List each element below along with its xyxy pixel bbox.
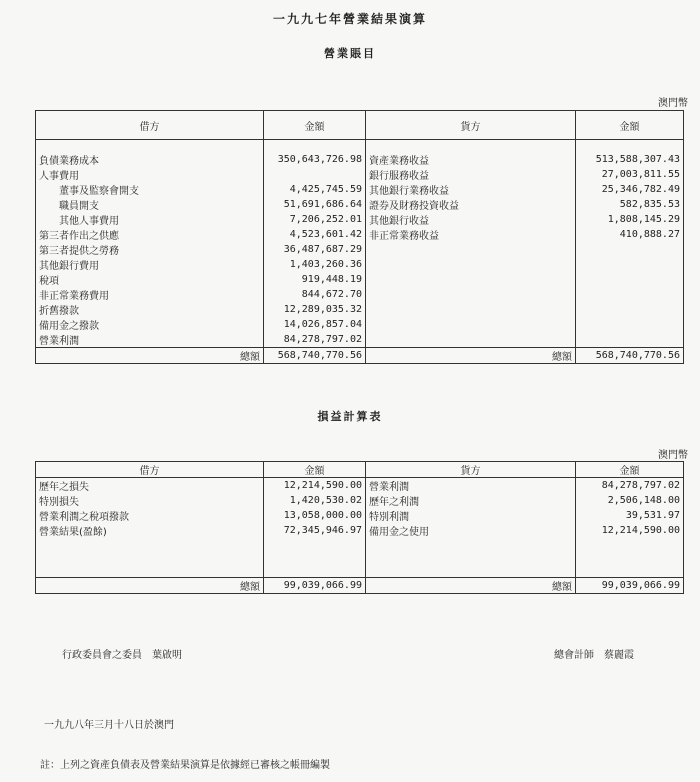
credit-amount xyxy=(576,287,684,302)
header-amount: 金額 xyxy=(264,111,366,140)
total-label: 總額 xyxy=(36,577,264,593)
date-place: 一九九八年三月十八日於澳門 xyxy=(44,720,174,731)
credit-label: 資產業務收益 xyxy=(369,155,429,167)
total-row xyxy=(36,347,684,363)
header-credit: 貨方 xyxy=(366,462,576,478)
header-amount: 金額 xyxy=(576,462,684,478)
spacer-cell xyxy=(576,140,684,152)
debit-amount: 36,487,687.29 xyxy=(264,242,366,257)
credit-total: 568,740,770.56 xyxy=(576,347,684,363)
debit-label: 營業利潤之稅項撥款 xyxy=(36,508,264,523)
credit-amount xyxy=(576,317,684,332)
credit-amount: 2,506,148.00 xyxy=(576,493,684,508)
credit-amount: 1,808,145.29 xyxy=(576,212,684,227)
blank-cell xyxy=(576,564,684,577)
credit-label: 營業利潤 xyxy=(369,482,409,493)
table-row xyxy=(36,508,684,523)
blank-row xyxy=(36,551,684,564)
debit-label: 備用金之撥款 xyxy=(36,317,264,332)
debit-total: 99,039,066.99 xyxy=(264,577,366,593)
debit-amount: 12,289,035.32 xyxy=(264,302,366,317)
credit-label xyxy=(366,272,576,287)
credit-amount: 513,588,307.43 xyxy=(576,152,684,167)
credit-amount xyxy=(576,332,684,348)
table-row xyxy=(36,182,684,197)
debit-label: 非正常業務費用 xyxy=(36,287,264,302)
debit-label: 第三者提供之勞務 xyxy=(36,242,264,257)
debit-amount: 1,420,530.02 xyxy=(264,493,366,508)
debit-label: 人事費用 xyxy=(36,167,264,182)
operating-account-table xyxy=(35,110,684,364)
header-debit: 借方 xyxy=(36,462,264,478)
blank-cell xyxy=(264,551,366,564)
credit-total: 99,039,066.99 xyxy=(576,577,684,593)
spacer-cell xyxy=(264,140,366,152)
total-label: 總額 xyxy=(36,347,264,363)
blank-cell xyxy=(264,564,366,577)
debit-amount: 7,206,252.01 xyxy=(264,212,366,227)
debit-total: 568,740,770.56 xyxy=(264,347,366,363)
debit-label: 第三者作出之供應 xyxy=(36,227,264,242)
debit-amount: 1,403,260.36 xyxy=(264,257,366,272)
blank-cell xyxy=(366,564,576,577)
section2-currency: 澳門幣 xyxy=(658,450,688,461)
credit-amount xyxy=(576,257,684,272)
total-row xyxy=(36,577,684,593)
debit-label: 營業結果(盈餘) xyxy=(36,523,264,538)
blank-row xyxy=(36,564,684,577)
table-header-row xyxy=(36,111,684,140)
footnote: 註：上列之資產負債表及營業結果演算是依據經已審核之帳冊編製 xyxy=(40,760,330,771)
header-debit: 借方 xyxy=(36,111,264,140)
debit-amount: 350,643,726.98 xyxy=(264,152,366,167)
committee-signature: 行政委員會之委員 葉啟明 xyxy=(62,650,182,661)
debit-amount: 12,214,590.00 xyxy=(264,478,366,494)
debit-amount: 919,448.19 xyxy=(264,272,366,287)
credit-amount xyxy=(576,302,684,317)
blank-cell xyxy=(36,564,264,577)
blank-cell xyxy=(36,551,264,564)
accountant-signature: 總會計師 蔡麗霞 xyxy=(554,650,634,661)
credit-amount xyxy=(576,242,684,257)
debit-label: 稅項 xyxy=(36,272,264,287)
credit-amount: 582,835.53 xyxy=(576,197,684,212)
credit-label: 歷年之利潤 xyxy=(369,497,419,508)
blank-cell xyxy=(366,538,576,551)
blank-cell xyxy=(36,538,264,551)
header-amount: 金額 xyxy=(576,111,684,140)
blank-row xyxy=(36,538,684,551)
credit-label xyxy=(366,302,576,317)
total-label: 總額 xyxy=(366,577,576,593)
credit-label: 銀行服務收益 xyxy=(369,170,429,182)
debit-label: 董事及監察會開支 xyxy=(36,182,264,197)
credit-label: 其他銀行業務收益 xyxy=(369,185,449,197)
table-row xyxy=(36,242,684,257)
credit-label xyxy=(366,332,576,348)
credit-label xyxy=(366,257,576,272)
blank-cell xyxy=(264,538,366,551)
debit-label: 特別損失 xyxy=(36,493,264,508)
debit-label: 負債業務成本 xyxy=(36,152,264,167)
debit-label: 歷年之損失 xyxy=(36,478,264,494)
credit-amount: 25,346,782.49 xyxy=(576,182,684,197)
table-header-row xyxy=(36,462,684,478)
table-row xyxy=(36,317,684,332)
spacer-cell xyxy=(366,140,576,152)
debit-amount: 72,345,946.97 xyxy=(264,523,366,538)
credit-label xyxy=(366,287,576,302)
table-row xyxy=(36,197,684,212)
debit-amount: 4,425,745.59 xyxy=(264,182,366,197)
table-row xyxy=(36,493,684,508)
credit-label: 非正常業務收益 xyxy=(369,230,439,242)
debit-amount: 84,278,797.02 xyxy=(264,332,366,348)
spacer-row xyxy=(36,140,684,152)
debit-label: 其他銀行費用 xyxy=(36,257,264,272)
section2-title: 損益計算表 xyxy=(317,410,383,423)
credit-label xyxy=(366,317,576,332)
table-row xyxy=(36,227,684,242)
debit-label: 其他人事費用 xyxy=(36,212,264,227)
table-row xyxy=(36,523,684,538)
total-label: 總額 xyxy=(366,347,576,363)
table-row xyxy=(36,478,684,494)
debit-amount: 844,672.70 xyxy=(264,287,366,302)
table-row xyxy=(36,332,684,348)
credit-label: 證券及財務投資收益 xyxy=(369,200,459,212)
debit-label: 折舊撥款 xyxy=(36,302,264,317)
debit-amount: 4,523,601.42 xyxy=(264,227,366,242)
table-row xyxy=(36,287,684,302)
debit-amount: 51,691,686.64 xyxy=(264,197,366,212)
section1-title: 營業賬目 xyxy=(324,47,376,60)
section1-currency: 澳門幣 xyxy=(658,98,688,109)
document-title: 一九九七年營業結果演算 xyxy=(272,12,427,26)
header-amount: 金額 xyxy=(264,462,366,478)
debit-amount: 13,058,000.00 xyxy=(264,508,366,523)
table-row xyxy=(36,257,684,272)
credit-amount: 84,278,797.02 xyxy=(576,478,684,494)
table-row xyxy=(36,272,684,287)
table-row xyxy=(36,212,684,227)
credit-amount: 12,214,590.00 xyxy=(576,523,684,538)
credit-label: 其他銀行收益 xyxy=(369,215,429,227)
table-row xyxy=(36,152,684,167)
debit-amount xyxy=(264,167,366,182)
credit-amount: 410,888.27 xyxy=(576,227,684,242)
blank-cell xyxy=(366,551,576,564)
blank-cell xyxy=(576,551,684,564)
profit-loss-table xyxy=(35,461,684,594)
credit-label xyxy=(366,242,576,257)
debit-label: 職員開支 xyxy=(36,197,264,212)
table-row xyxy=(36,302,684,317)
table-row xyxy=(36,167,684,182)
credit-amount xyxy=(576,272,684,287)
credit-amount: 39,531.97 xyxy=(576,508,684,523)
spacer-cell xyxy=(36,140,264,152)
credit-label: 特別利潤 xyxy=(369,512,409,523)
blank-cell xyxy=(576,538,684,551)
debit-label: 營業利潤 xyxy=(36,332,264,348)
debit-amount: 14,026,857.04 xyxy=(264,317,366,332)
credit-amount: 27,003,811.55 xyxy=(576,167,684,182)
header-credit: 貨方 xyxy=(366,111,576,140)
credit-label: 備用金之使用 xyxy=(369,527,429,538)
